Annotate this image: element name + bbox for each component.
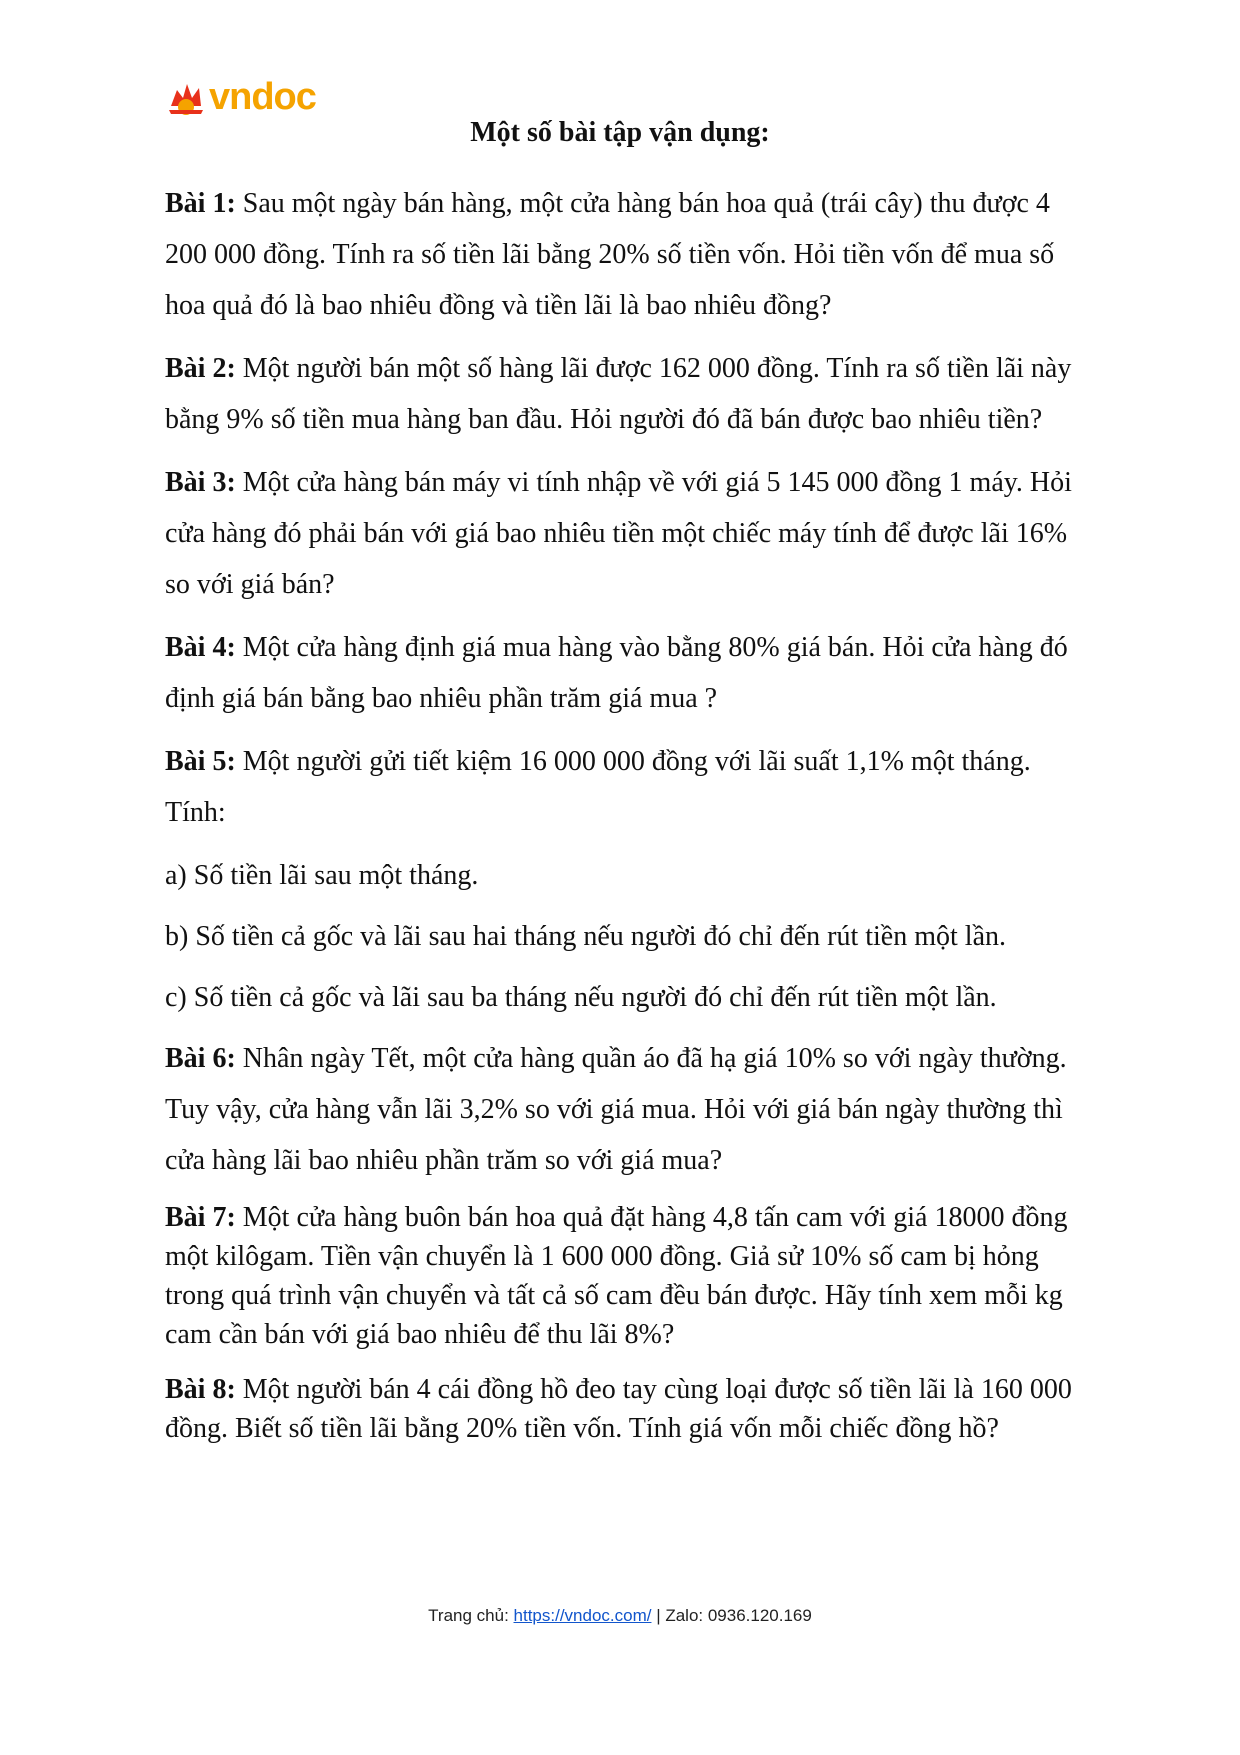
footer-prefix: Trang chủ: [428, 1606, 514, 1625]
problem-label: Bài 3: [165, 467, 236, 498]
problem-text: Sau một ngày bán hàng, một cửa hàng bán hoa quả (trái cây) thu được 4 200 000 đồng. Tính ra số tiền lãi bằng 20% số tiền vốn. Hỏi tiền vốn để mua số hoa quả đó là bao nhiêu đồng và tiền lãi là bao nhiêu đồng? [165, 188, 1055, 321]
problem-3 [165, 457, 1085, 610]
rooster-icon [165, 76, 207, 118]
problem-5b [165, 911, 1085, 962]
problem-5a [165, 850, 1085, 901]
problem-text: Một người bán 4 cái đồng hồ đeo tay cùng loại được số tiền lãi là 160 000 đồng. Biết số tiền lãi bằng 20% tiền vốn. Tính giá vốn mỗi chiếc đồng hồ? [165, 1374, 1072, 1444]
problem-text: b) Số tiền cả gốc và lãi sau hai tháng nếu người đó chỉ đến rút tiền một lần. [165, 921, 1006, 952]
problem-6 [165, 1033, 1085, 1186]
problem-text: Nhân ngày Tết, một cửa hàng quần áo đã hạ giá 10% so với ngày thường. Tuy vậy, cửa hàng vẫn lãi 3,2% so với giá mua. Hỏi với giá bán ngày thường thì cửa hàng lãi bao nhiêu phần trăm so với giá mua? [165, 1043, 1067, 1176]
problem-label: Bài 4: [165, 632, 236, 663]
problem-7 [165, 1198, 1085, 1354]
problem-text: c) Số tiền cả gốc và lãi sau ba tháng nếu người đó chỉ đến rút tiền một lần. [165, 982, 997, 1013]
problem-label: Bài 8: [165, 1374, 236, 1405]
problem-8 [165, 1370, 1085, 1448]
problem-text: Một cửa hàng bán máy vi tính nhập về với giá 5 145 000 đồng 1 máy. Hỏi cửa hàng đó phải bán với giá bao nhiêu tiền một chiếc máy tính để được lãi 16% so với giá bán? [165, 467, 1072, 600]
problem-label: Bài 6: [165, 1043, 236, 1074]
problem-text: Một cửa hàng buôn bán hoa quả đặt hàng 4,8 tấn cam với giá 18000 đồng một kilôgam. Tiền vận chuyển là 1 600 000 đồng. Giả sử 10% số cam bị hỏng trong quá trình vận chuyển và tất cả số cam đều bán được. Hãy tính xem mỗi kg cam cần bán với giá bao nhiêu để thu lãi 8%? [165, 1202, 1068, 1350]
problem-text: a) Số tiền lãi sau một tháng. [165, 860, 479, 891]
problem-list [165, 178, 1085, 1448]
problem-label: Bài 5: [165, 746, 236, 777]
problem-label: Bài 7: [165, 1202, 236, 1233]
problem-5 [165, 736, 1085, 838]
homepage-link[interactable]: https://vndoc.com/ [513, 1606, 652, 1625]
problem-1 [165, 178, 1085, 331]
footer-suffix: | Zalo: 0936.120.169 [651, 1606, 812, 1625]
problem-2 [165, 343, 1085, 445]
page-title: Một số bài tập vận dụng: [470, 117, 770, 148]
problem-text: Một người gửi tiết kiệm 16 000 000 đồng với lãi suất 1,1% một tháng. Tính: [165, 746, 1031, 828]
vndoc-logo [165, 72, 316, 122]
page-footer [0, 1606, 1240, 1626]
problem-label: Bài 2: [165, 353, 236, 384]
problem-5c [165, 972, 1085, 1023]
problem-text: Một người bán một số hàng lãi được 162 000 đồng. Tính ra số tiền lãi này bằng 9% số tiền mua hàng ban đầu. Hỏi người đó đã bán được bao nhiêu tiền? [165, 353, 1072, 435]
logo-text: vndoc [209, 76, 316, 118]
problem-4 [165, 622, 1085, 724]
problem-text: Một cửa hàng định giá mua hàng vào bằng 80% giá bán. Hỏi cửa hàng đó định giá bán bằng bao nhiêu phần trăm giá mua ? [165, 632, 1068, 714]
problem-label: Bài 1: [165, 188, 236, 219]
